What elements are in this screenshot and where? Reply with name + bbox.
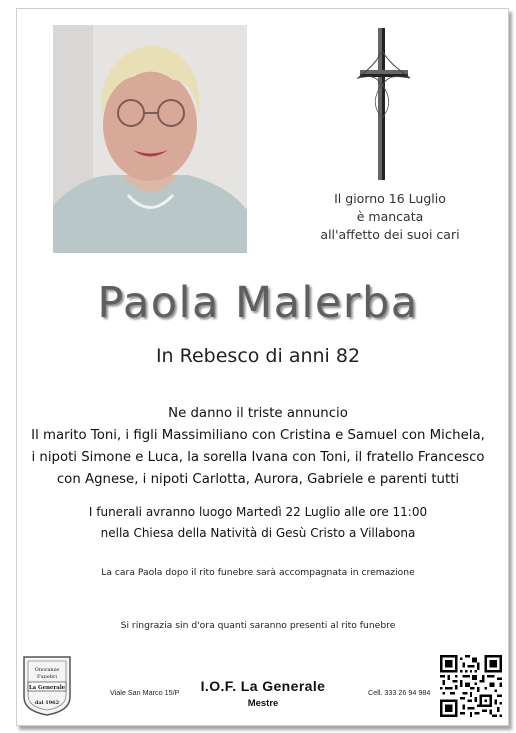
svg-text:Onoranze: Onoranze <box>34 667 60 673</box>
funeral-line: I funerali avranno luogo Martedì 22 Luglio alle ore 11:00 <box>88 505 428 519</box>
address: Viale San Marco 15/P <box>110 688 180 697</box>
svg-text:La Generale: La Generale <box>28 685 66 691</box>
announcement-block <box>0 403 516 491</box>
date-block <box>312 190 468 244</box>
funeral-info <box>0 502 516 544</box>
portrait-photo <box>53 25 247 253</box>
date-line: Il giorno 16 Luglio <box>334 191 446 206</box>
qr-code-icon <box>440 655 502 717</box>
announcement-line: con Agnese, i nipoti Carlotta, Aurora, Gabriele e parenti tutti <box>56 472 460 487</box>
date-line: all'affetto dei suoi cari <box>320 227 460 242</box>
cross-icon <box>356 26 412 182</box>
company-city: Mestre <box>247 698 279 709</box>
thanks-note: Si ringrazia sin d'ora quanti saranno presenti al rito funebre <box>120 620 396 631</box>
date-line: è mancata <box>356 209 424 224</box>
deceased-name: Paola Malerba <box>97 278 419 328</box>
svg-text:dal 1962: dal 1962 <box>34 700 60 706</box>
announcement-line: i nipoti Simone e Luca, la sorella Ivana con Toni, il fratello Francesco <box>31 450 485 465</box>
company-block <box>190 678 336 709</box>
deceased-subtitle: In Rebesco di anni 82 <box>155 345 361 367</box>
announcement-line: Il marito Toni, i figli Massimiliano con Cristina e Samuel con Michela, <box>31 428 485 443</box>
company-name: I.O.F. La Generale <box>200 678 326 694</box>
phone-number: Cell. 333 26 94 984 <box>368 688 431 697</box>
announcement-line: Ne danno il triste annuncio <box>168 406 348 421</box>
cremation-note: La cara Paola dopo il rito funebre sarà accompagnata in cremazione <box>101 567 415 578</box>
svg-text:Funebri: Funebri <box>36 674 58 680</box>
funeral-line: nella Chiesa della Natività di Gesù Cristo a Villabona <box>100 526 416 540</box>
funeral-home-logo <box>22 651 72 717</box>
